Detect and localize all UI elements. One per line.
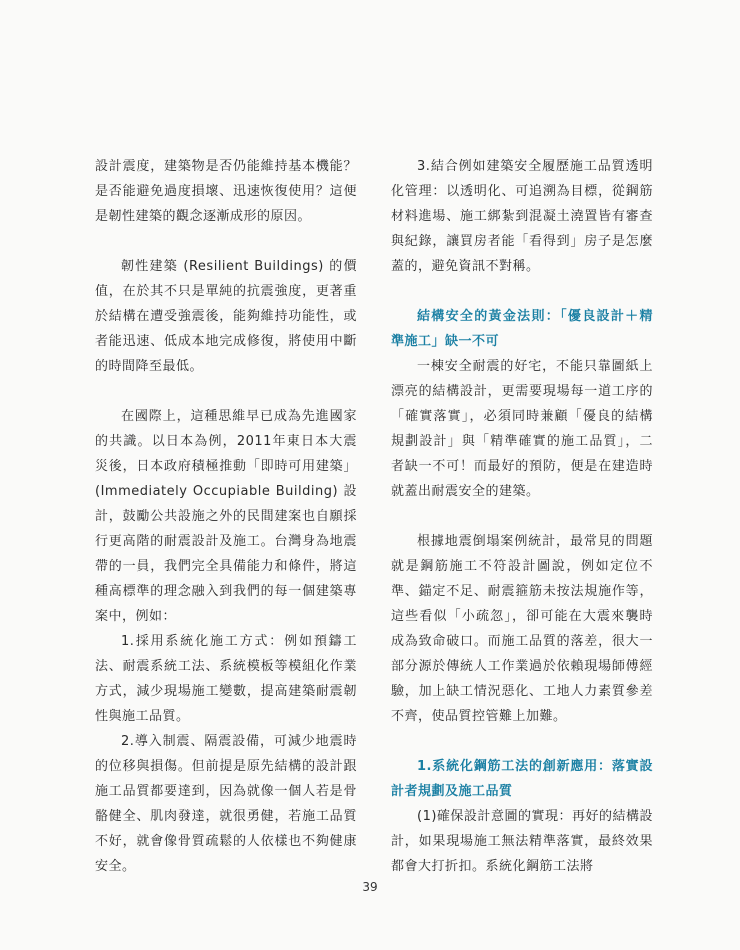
section-heading-1: 結構安全的黃金法則：「優良設計＋精準施工」缺一不可 (391, 309, 653, 349)
paragraph-left-5: 2.導入制震、隔震設備，可減少地震時的位移與損傷。但前提是原先結構的設計跟施工品質都要達到，因為就像一個人若是骨骼健全、肌肉發達，就很勇健，若施工品質不好，就會像骨質疏鬆的人依樣也不夠健康安全。 (95, 734, 357, 874)
left-column (95, 154, 357, 879)
section-heading-2: 1.系統化鋼筋工法的創新應用：落實設計者規劃及施工品質 (391, 759, 653, 799)
paragraph-right-1: 3.結合例如建築安全履歷施工品質透明化管理：以透明化、可追溯為目標，從鋼筋材料進場、施工綁紮到混凝土澆置皆有審查與紀錄，讓買房者能「看得到」房子是怎麼蓋的，避免資訊不對稱。 (391, 159, 653, 274)
page-number: 39 (362, 880, 378, 894)
paragraph-right-4: (1)確保設計意圖的實現：再好的結構設計，如果現場施工無法精準落實，最終效果都會大打折扣。系統化鋼筋工法將 (391, 809, 653, 874)
paragraph-right-3: 根據地震倒塌案例統計，最常見的問題就是鋼筋施工不符設計圖說，例如定位不準、錨定不足、耐震箍筋未按法規施作等，這些看似「小疏忽」，卻可能在大震來襲時成為致命破口。而施工品質的落差，很大一部分源於傳統人工作業過於依賴現場師傅經驗，加上缺工情況惡化、工地人力素質參差不齊，使品質控管難上加難。 (391, 534, 653, 724)
paragraph-left-2: 韌性建築 (Resilient Buildings) 的價值，在於其不只是單純的抗震強度，更著重於結構在遭受強震後，能夠維持功能性，或者能迅速、低成本地完成修復，將使用中斷的時間降至最低。 (95, 259, 357, 374)
paragraph-left-1: 設計震度，建築物是否仍能維持基本機能？是否能避免過度損壞、迅速恢復使用？這便是韌性建築的觀念逐漸成形的原因。 (95, 159, 357, 224)
right-column (391, 154, 653, 879)
paragraph-left-3: 在國際上，這種思維早已成為先進國家的共識。以日本為例，2011年東日本大震災後，日本政府積極推動「即時可用建築」(Immediately Occupiable Building) 設計，鼓勵公共設施之外的民間建案也自願採行更高階的耐震設計及施工。台灣身為地震帶的一員，我們完全具備能力和條件，將這種高標準的理念融入到我們的每一個建築專案中，例如： (95, 409, 357, 624)
paragraph-right-2: 一棟安全耐震的好宅，不能只靠圖紙上漂亮的結構設計，更需要現場每一道工序的「確實落實」，必須同時兼顧「優良的結構規劃設計」與「精準確實的施工品質」，二者缺一不可！而最好的預防，便是在建造時就蓋出耐震安全的建築。 (391, 359, 653, 499)
paragraph-left-4: 1.採用系統化施工方式：例如預鑄工法、耐震系統工法、系統模板等模組化作業方式，減少現場施工變數，提高建築耐震韌性與施工品質。 (95, 634, 357, 724)
